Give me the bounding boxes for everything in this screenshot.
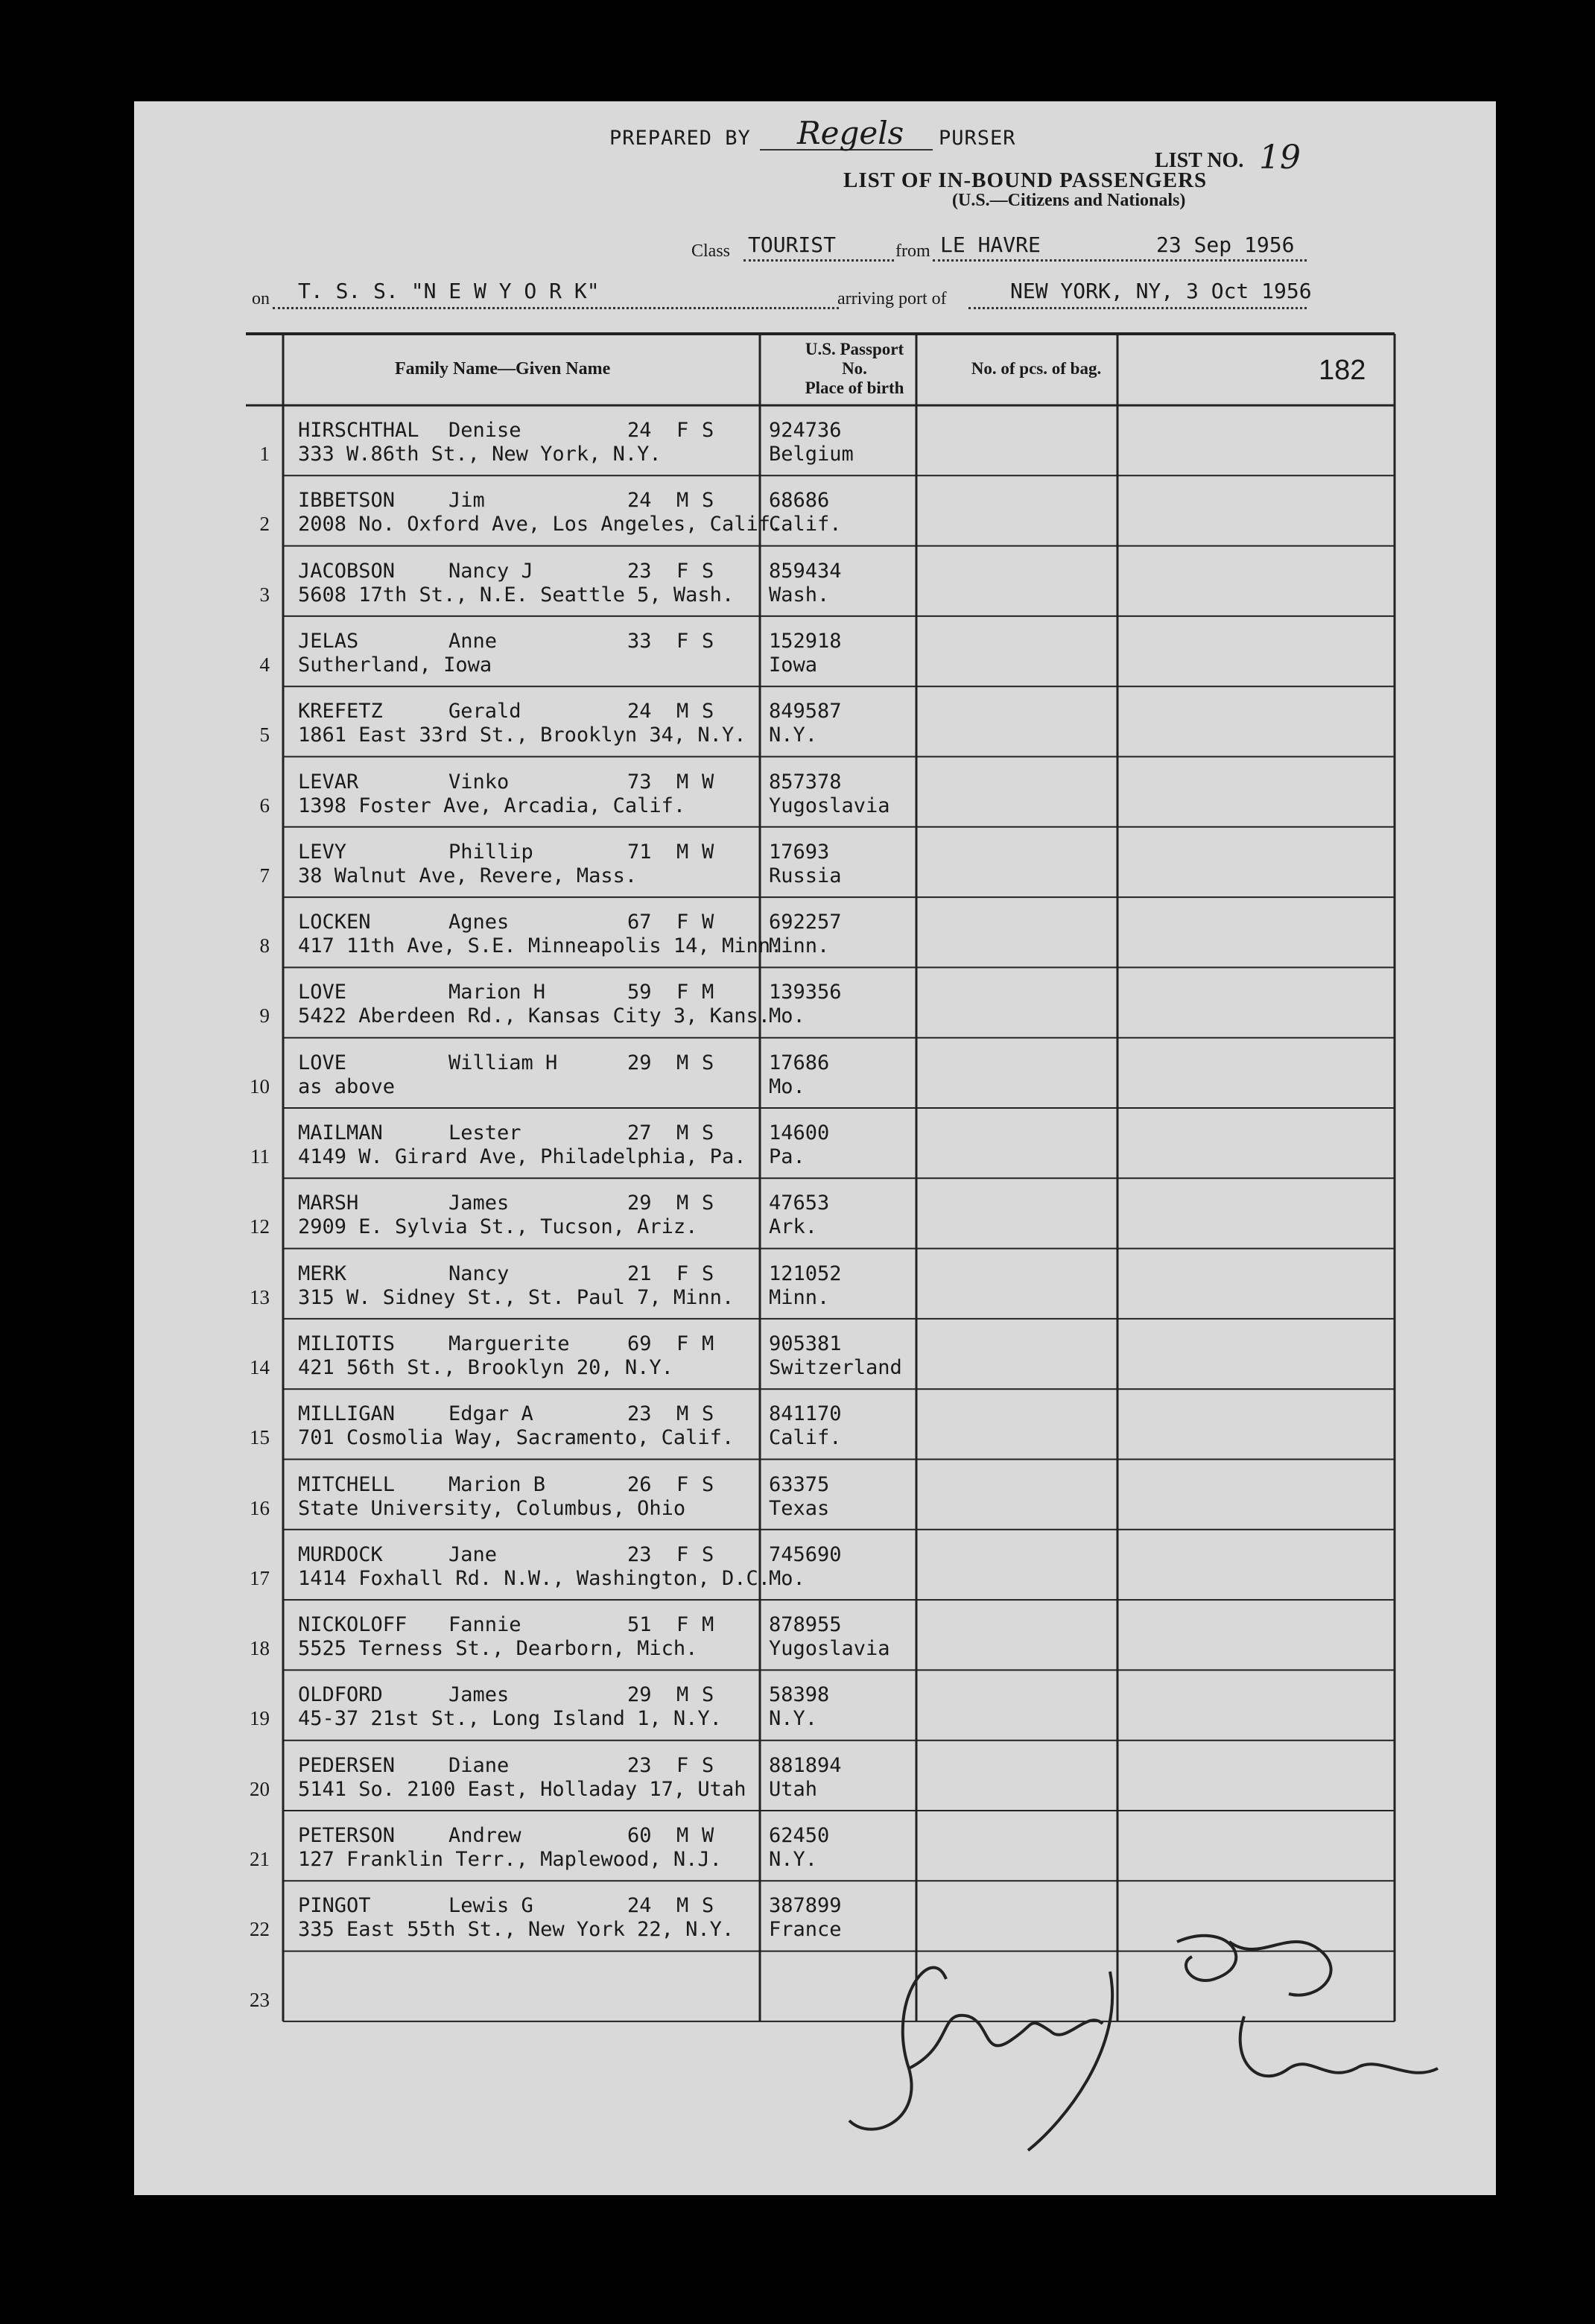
marital-status: S [702, 419, 714, 442]
family-name: JELAS [298, 629, 359, 653]
row-number: 18 [250, 1637, 270, 1660]
given-name: Diane [448, 1753, 510, 1777]
marital-status: M [702, 981, 714, 1004]
passport-number: 692257 [769, 911, 842, 934]
marital-status: S [702, 1051, 714, 1074]
marital-status: S [702, 1261, 714, 1285]
address: 1398 Foster Ave, Arcadia, Calif. [298, 794, 686, 817]
sex: F [676, 1613, 689, 1637]
sex: F [676, 1542, 689, 1566]
address: 315 W. Sidney St., St. Paul 7, Minn. [298, 1285, 735, 1309]
place-of-birth: Utah [769, 1777, 818, 1801]
sex: M [676, 1121, 689, 1144]
passport-number: 17693 [769, 840, 830, 864]
passport-number: 387899 [769, 1894, 842, 1918]
row-number: 4 [259, 653, 270, 676]
place-of-birth: Calif. [769, 1426, 842, 1450]
place-of-birth: Mo. [769, 1004, 805, 1028]
class-label: Class [691, 241, 731, 261]
given-name: Nancy [448, 1261, 510, 1285]
address: as above [298, 1074, 396, 1098]
age: 67 [627, 911, 652, 934]
given-name: Marion B [448, 1472, 546, 1496]
family-name: PEDERSEN [298, 1753, 396, 1777]
row-number: 19 [250, 1707, 270, 1730]
passport-number: 121052 [769, 1261, 842, 1285]
family-name: MITCHELL [298, 1472, 396, 1496]
age: 24 [627, 700, 652, 724]
list-subtitle: (U.S.—Citizens and Nationals) [952, 191, 1186, 210]
on-label: on [252, 289, 270, 308]
age: 29 [627, 1191, 652, 1215]
place-of-birth: Iowa [769, 653, 818, 677]
row-number: 6 [259, 794, 270, 817]
place-of-birth: Mo. [769, 1074, 805, 1098]
given-name: Andrew [448, 1824, 521, 1847]
col-passport-header-2: No. [842, 359, 867, 378]
marital-status: S [702, 1191, 714, 1215]
passport-number: 859434 [769, 559, 842, 583]
place-of-birth: Switzerland [769, 1355, 902, 1379]
passport-number: 881894 [769, 1753, 842, 1777]
row-number: 12 [250, 1215, 270, 1238]
sex: M [676, 1191, 689, 1215]
age: 29 [627, 1051, 652, 1074]
arriving-label: arriving port of [837, 289, 947, 308]
family-name: LEVAR [298, 770, 359, 794]
given-name: Lester [448, 1121, 521, 1144]
place-of-birth: Yugoslavia [769, 794, 890, 817]
address: 1414 Foxhall Rd. N.W., Washington, D.C. [298, 1566, 770, 1590]
given-name: William H [448, 1051, 558, 1074]
given-name: Gerald [448, 700, 521, 724]
marital-status: S [702, 1542, 714, 1566]
age: 24 [627, 489, 652, 513]
family-name: MURDOCK [298, 1542, 383, 1566]
row-number: 17 [250, 1566, 270, 1589]
given-name: Nancy J [448, 559, 533, 583]
family-name: PINGOT [298, 1894, 371, 1918]
family-name: HIRSCHTHAL [298, 419, 419, 442]
passport-number: 841170 [769, 1402, 842, 1426]
inspector-signature [842, 1897, 1512, 2195]
row-number: 16 [250, 1496, 270, 1519]
col-name-header: Family Name—Given Name [395, 359, 611, 379]
list-no-value: 19 [1259, 139, 1301, 177]
list-no-label: LIST NO. [1155, 149, 1244, 172]
place-of-birth: Pa. [769, 1145, 805, 1168]
address: 335 East 55th St., New York 22, N.Y. [298, 1918, 735, 1942]
age: 24 [627, 1894, 652, 1918]
address: 5608 17th St., N.E. Seattle 5, Wash. [298, 583, 735, 607]
marital-status: S [702, 1894, 714, 1918]
row-number: 20 [250, 1777, 270, 1800]
age: 23 [627, 1402, 652, 1426]
row-number: 10 [250, 1074, 270, 1098]
place-of-birth: Texas [769, 1496, 830, 1520]
age: 51 [627, 1613, 652, 1637]
page-number: 182 [1319, 355, 1366, 386]
marital-status: W [702, 911, 714, 934]
list-title: LIST OF IN-BOUND PASSENGERS [843, 168, 1208, 192]
address: Sutherland, Iowa [298, 653, 492, 677]
family-name: LOCKEN [298, 911, 371, 934]
passport-number: 905381 [769, 1332, 842, 1355]
given-name: Marguerite [448, 1332, 570, 1355]
marital-status: S [702, 1402, 714, 1426]
place-of-birth: Russia [769, 864, 842, 887]
row-number: 9 [259, 1004, 270, 1028]
marital-status: S [702, 1121, 714, 1144]
marital-status: W [702, 840, 714, 864]
row-number: 13 [250, 1285, 270, 1308]
sex: F [676, 911, 689, 934]
row-number: 2 [259, 513, 270, 536]
address: 4149 W. Girard Ave, Philadelphia, Pa. [298, 1145, 746, 1168]
age: 71 [627, 840, 652, 864]
prepared-by-label: PREPARED BY [609, 127, 751, 150]
address: 38 Walnut Ave, Revere, Mass. [298, 864, 638, 887]
passport-number: 58398 [769, 1683, 830, 1707]
row-number: 3 [259, 583, 270, 606]
family-name: JACOBSON [298, 559, 396, 583]
class-value: TOURIST [748, 232, 837, 257]
given-name: Phillip [448, 840, 533, 864]
address: 5525 Terness St., Dearborn, Mich. [298, 1637, 698, 1661]
family-name: LOVE [298, 1051, 347, 1074]
address: 2008 No. Oxford Ave, Los Angeles, Calif. [298, 513, 783, 536]
passport-number: 745690 [769, 1542, 842, 1566]
row-number: 22 [250, 1918, 270, 1941]
family-name: IBBETSON [298, 489, 396, 513]
sex: M [676, 770, 689, 794]
marital-status: S [702, 559, 714, 583]
passport-number: 849587 [769, 700, 842, 724]
sex: M [676, 1824, 689, 1847]
passport-number: 152918 [769, 629, 842, 653]
family-name: PETERSON [298, 1824, 396, 1847]
family-name: OLDFORD [298, 1683, 383, 1707]
marital-status: S [702, 629, 714, 653]
marital-status: M [702, 1332, 714, 1355]
given-name: Edgar A [448, 1402, 533, 1426]
age: 24 [627, 419, 652, 442]
passport-number: 857378 [769, 770, 842, 794]
given-name: Denise [448, 419, 521, 442]
address: State University, Columbus, Ohio [298, 1496, 686, 1520]
row-number: 7 [259, 864, 270, 887]
col-passport-header-3: Place of birth [805, 379, 904, 397]
row-number: 15 [250, 1426, 270, 1449]
family-name: MAILMAN [298, 1121, 383, 1144]
prepared-by-signature: Regels [797, 115, 904, 151]
given-name: James [448, 1191, 510, 1215]
place-of-birth: Minn. [769, 1285, 830, 1309]
age: 21 [627, 1261, 652, 1285]
age: 59 [627, 981, 652, 1004]
passport-number: 878955 [769, 1613, 842, 1637]
passport-number: 62450 [769, 1824, 830, 1847]
place-of-birth: N.Y. [769, 1707, 818, 1731]
age: 73 [627, 770, 652, 794]
sex: F [676, 1261, 689, 1285]
row-number: 21 [250, 1848, 270, 1870]
row-number: 5 [259, 724, 270, 747]
age: 26 [627, 1472, 652, 1496]
sex: F [676, 1472, 689, 1496]
sex: F [676, 629, 689, 653]
sex: M [676, 1894, 689, 1918]
row-number: 23 [250, 1988, 270, 2011]
place-of-birth: Belgium [769, 443, 854, 466]
row-number: 1 [259, 443, 270, 465]
age: 23 [627, 1753, 652, 1777]
marital-status: S [702, 1472, 714, 1496]
sex: M [676, 489, 689, 513]
passport-number: 139356 [769, 981, 842, 1004]
marital-status: S [702, 489, 714, 513]
manifest-sheet [134, 101, 1496, 2195]
address: 417 11th Ave, S.E. Minneapolis 14, Minn. [298, 934, 783, 958]
place-of-birth: Yugoslavia [769, 1637, 890, 1661]
age: 33 [627, 629, 652, 653]
sex: M [676, 840, 689, 864]
passport-number: 17686 [769, 1051, 830, 1074]
passport-number: 14600 [769, 1121, 830, 1144]
passport-number: 63375 [769, 1472, 830, 1496]
family-name: MILLIGAN [298, 1402, 396, 1426]
family-name: MARSH [298, 1191, 359, 1215]
given-name: Vinko [448, 770, 510, 794]
row-number: 11 [250, 1145, 270, 1168]
age: 23 [627, 559, 652, 583]
given-name: Marion H [448, 981, 546, 1004]
arriving-value: NEW YORK, NY, 3 Oct 1956 [1010, 279, 1312, 303]
family-name: MILIOTIS [298, 1332, 396, 1355]
given-name: Anne [448, 629, 498, 653]
passport-number: 47653 [769, 1191, 830, 1215]
address: 5422 Aberdeen Rd., Kansas City 3, Kans. [298, 1004, 770, 1028]
row-number: 8 [259, 934, 270, 957]
place-of-birth: France [769, 1918, 842, 1942]
from-label: from [895, 241, 930, 261]
row-number: 14 [250, 1355, 270, 1378]
age: 69 [627, 1332, 652, 1355]
address: 421 56th St., Brooklyn 20, N.Y. [298, 1355, 673, 1379]
family-name: MERK [298, 1261, 347, 1285]
age: 29 [627, 1683, 652, 1707]
address: 701 Cosmolia Way, Sacramento, Calif. [298, 1426, 735, 1450]
col-bags-header: No. of pcs. of bag. [971, 359, 1102, 378]
sex: M [676, 1051, 689, 1074]
sex: F [676, 419, 689, 442]
age: 23 [627, 1542, 652, 1566]
sex: F [676, 1753, 689, 1777]
given-name: Lewis G [448, 1894, 533, 1918]
place-of-birth: Calif. [769, 513, 842, 536]
age: 60 [627, 1824, 652, 1847]
place-of-birth: N.Y. [769, 1848, 818, 1871]
given-name: Agnes [448, 911, 510, 934]
sex: F [676, 981, 689, 1004]
marital-status: S [702, 1683, 714, 1707]
address: 333 W.86th St., New York, N.Y. [298, 443, 662, 466]
family-name: NICKOLOFF [298, 1613, 408, 1637]
place-of-birth: Wash. [769, 583, 830, 607]
sex: F [676, 559, 689, 583]
sex: M [676, 1683, 689, 1707]
given-name: Jane [448, 1542, 498, 1566]
family-name: LOVE [298, 981, 347, 1004]
family-name: KREFETZ [298, 700, 383, 724]
purser-label: PURSER [939, 127, 1016, 150]
from-value: LE HAVRE [940, 232, 1041, 257]
sex: M [676, 700, 689, 724]
sex: F [676, 1332, 689, 1355]
address: 5141 So. 2100 East, Holladay 17, Utah [298, 1777, 746, 1801]
place-of-birth: N.Y. [769, 724, 818, 747]
marital-status: S [702, 700, 714, 724]
address: 45-37 21st St., Long Island 1, N.Y. [298, 1707, 722, 1731]
address: 2909 E. Sylvia St., Tucson, Ariz. [298, 1215, 698, 1239]
passport-number: 68686 [769, 489, 830, 513]
place-of-birth: Minn. [769, 934, 830, 958]
passport-number: 924736 [769, 419, 842, 442]
from-date: 23 Sep 1956 [1156, 232, 1295, 257]
given-name: James [448, 1683, 510, 1707]
age: 27 [627, 1121, 652, 1144]
place-of-birth: Ark. [769, 1215, 818, 1239]
place-of-birth: Mo. [769, 1566, 805, 1590]
marital-status: W [702, 770, 714, 794]
address: 1861 East 33rd St., Brooklyn 34, N.Y. [298, 724, 746, 747]
marital-status: W [702, 1824, 714, 1847]
marital-status: S [702, 1753, 714, 1777]
address: 127 Franklin Terr., Maplewood, N.J. [298, 1848, 722, 1871]
given-name: Fannie [448, 1613, 521, 1637]
marital-status: M [702, 1613, 714, 1637]
family-name: LEVY [298, 840, 347, 864]
sex: M [676, 1402, 689, 1426]
ship-name: T. S. S. "N E W Y O R K" [298, 279, 600, 303]
given-name: Jim [448, 489, 485, 513]
col-passport-header-1: U.S. Passport [805, 340, 904, 358]
